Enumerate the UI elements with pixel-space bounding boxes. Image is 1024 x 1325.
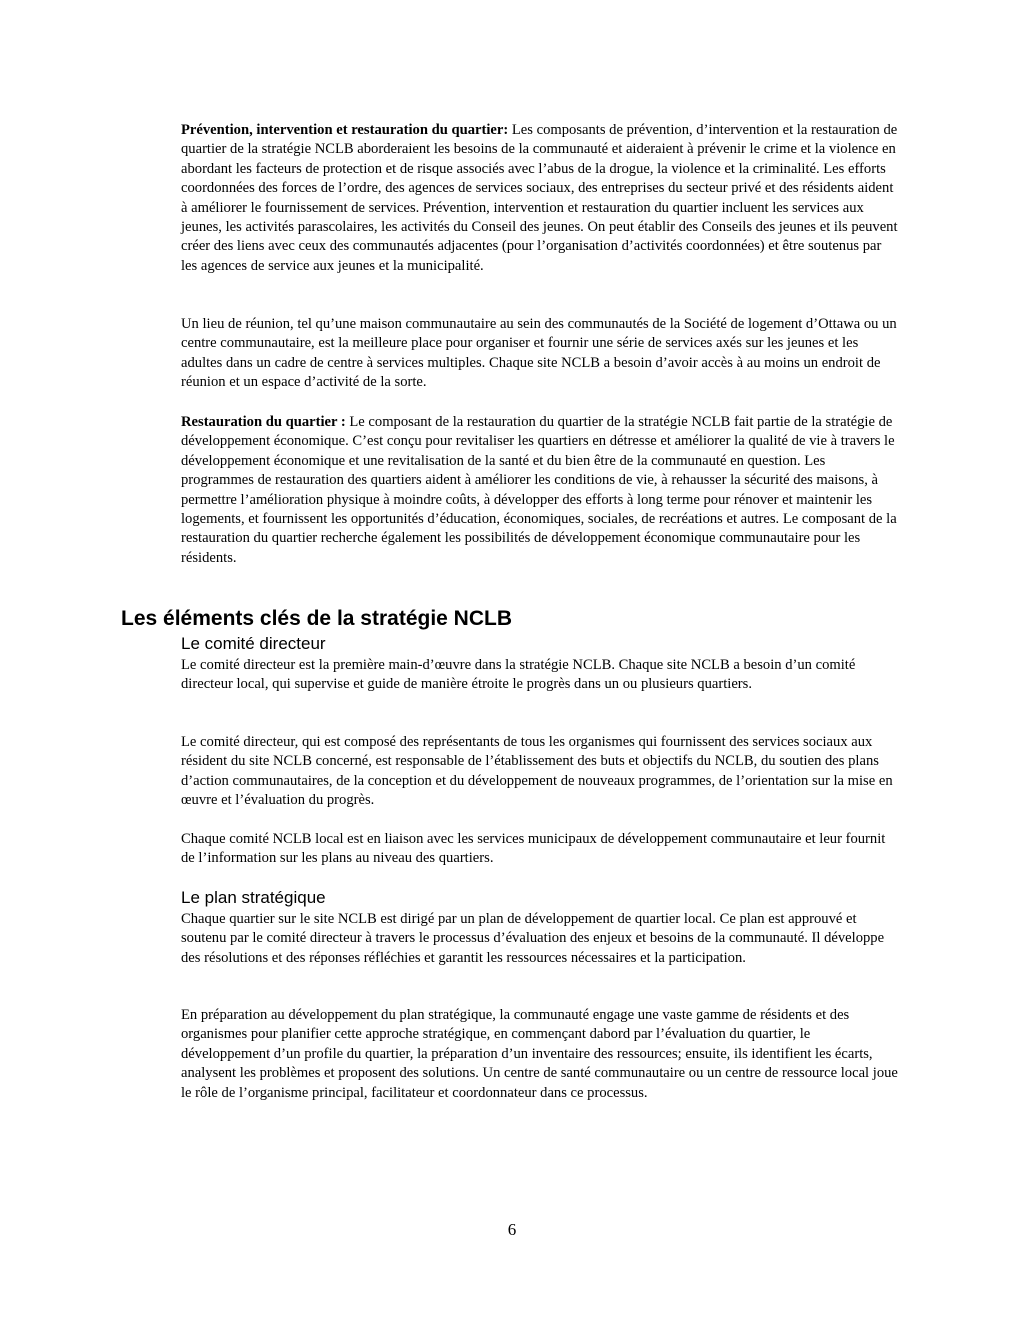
- subheading-strategic-plan: Le plan stratégique: [181, 888, 326, 907]
- paragraph-prevention-label: Prévention, intervention et restauration du quartier:: [181, 122, 509, 138]
- paragraph-steering-committee-2: Le comité directeur, qui est composé des représentants de tous les organismes qui fournissent des services sociaux aux résident du site NCLB concerné, est responsable de l’établissement des buts et objectifs du NCLB, du soutien des plans d’action communautaires, de la conception et du développement de nouveaux programmes, de l’orientation sur la mise en œuvre et l’évaluation du progrès.: [181, 734, 893, 809]
- paragraph-strategic-plan-1: Chaque quartier sur le site NCLB est dirigé par un plan de développement de quartier local. Ce plan est approuvé et soutenu par le comité directeur à travers le processus d’évaluation des enjeux et besoins de la communauté. Il développe des résolutions et des réponses réfléchies et garantit les ressources nécessaires et la participation.: [181, 911, 885, 966]
- paragraph-restoration: [181, 413, 901, 568]
- paragraph-steering-committee-1: Le comité directeur est la première main-d’œuvre dans la stratégie NCLB. Chaque site NCLB a besoin d’un comité directeur local, qui supervise et guide de manière étroite le progrès dans un ou plusieurs quartiers.: [181, 657, 856, 693]
- paragraph-prevention: [181, 121, 901, 276]
- paragraph-prevention-text: Les composants de prévention, d’intervention et la restauration de quartier de la stratégie NCLB aborderaient les besoins de la communauté et aideraient à prévenir le crime et la violence en abordant les facteurs de protection et de risque associés avec l’abus de la drogue, la violence et la criminalité. Les efforts coordonnées des forces de l’ordre, des agences de services sociaux, des entreprises du secteur privé et des résidents aident à améliorer le fournissement de services. Prévention, intervention et restauration du quartier incluent les services aux jeunes, les activités parascolaires, les activités du Conseil des jeunes. On peut établir des Conseils des jeunes et ils peuvent créer des liens avec ceux des communautés adjacentes (pour l’organisation d’activités coordonnées) et être soutenus par les agences de service aux jeunes et la municipalité.: [181, 122, 898, 274]
- paragraph-restoration-text: Le composant de la restauration du quartier de la stratégie NCLB fait partie de la stratégie de développement économique. C’est conçu pour revitaliser les quartiers en détresse et améliorer la qualité de vie à travers le développement économique et une revitalisation de la santé et du bien être de la communauté en question. Les programmes de restauration des quartiers aident à améliorer les conditions de vie, à rehausser la sécurité des maisons, à permettre l’amélioration physique à moindre coûts, à développer des efforts à long terme pour rénover et maintenir les logements, et fournissent les opportunités d’éducation, économiques, sociales, de recréations et autres. Le composant de la restauration du quartier recherche également les possibilités de développement économique communautaire pour les résidents.: [181, 414, 897, 566]
- subheading-steering-committee: Le comité directeur: [181, 634, 326, 653]
- section-heading: Les éléments clés de la stratégie NCLB: [121, 607, 512, 630]
- paragraph-meeting-place: Un lieu de réunion, tel qu’une maison communautaire au sein des communautés de la Société de logement d’Ottawa ou un centre communautaire, est la meilleure place pour organiser et fournir une série de services axés sur les jeunes et les adultes dans un cadre de centre à services multiples. Chaque site NCLB a besoin d’avoir accès à au moins un endroit de réunion et un espace d’activité de la sorte.: [181, 316, 897, 391]
- paragraph-steering-committee-3: Chaque comité NCLB local est en liaison avec les services municipaux de développement communautaire et leur fournit de l’information sur les plans au niveau des quartiers.: [181, 831, 886, 867]
- paragraph-strategic-plan-2: En préparation au développement du plan stratégique, la communauté engage une vaste gamme de résidents et des organismes pour planifier cette approche stratégique, en commençant dabord par l’évaluation du quartier, le développement d’un profile du quartier, la préparation d’un inventaire des ressources; ensuite, ils identifient les écarts, analysent les problèmes et proposent des solutions. Un centre de santé communautaire ou un centre de ressource local joue le rôle de l’organisme principal, facilitateur et coordonnateur dans ce processus.: [181, 1007, 898, 1101]
- paragraph-restoration-label: Restauration du quartier :: [181, 414, 346, 430]
- page-number: 6: [507, 1220, 517, 1239]
